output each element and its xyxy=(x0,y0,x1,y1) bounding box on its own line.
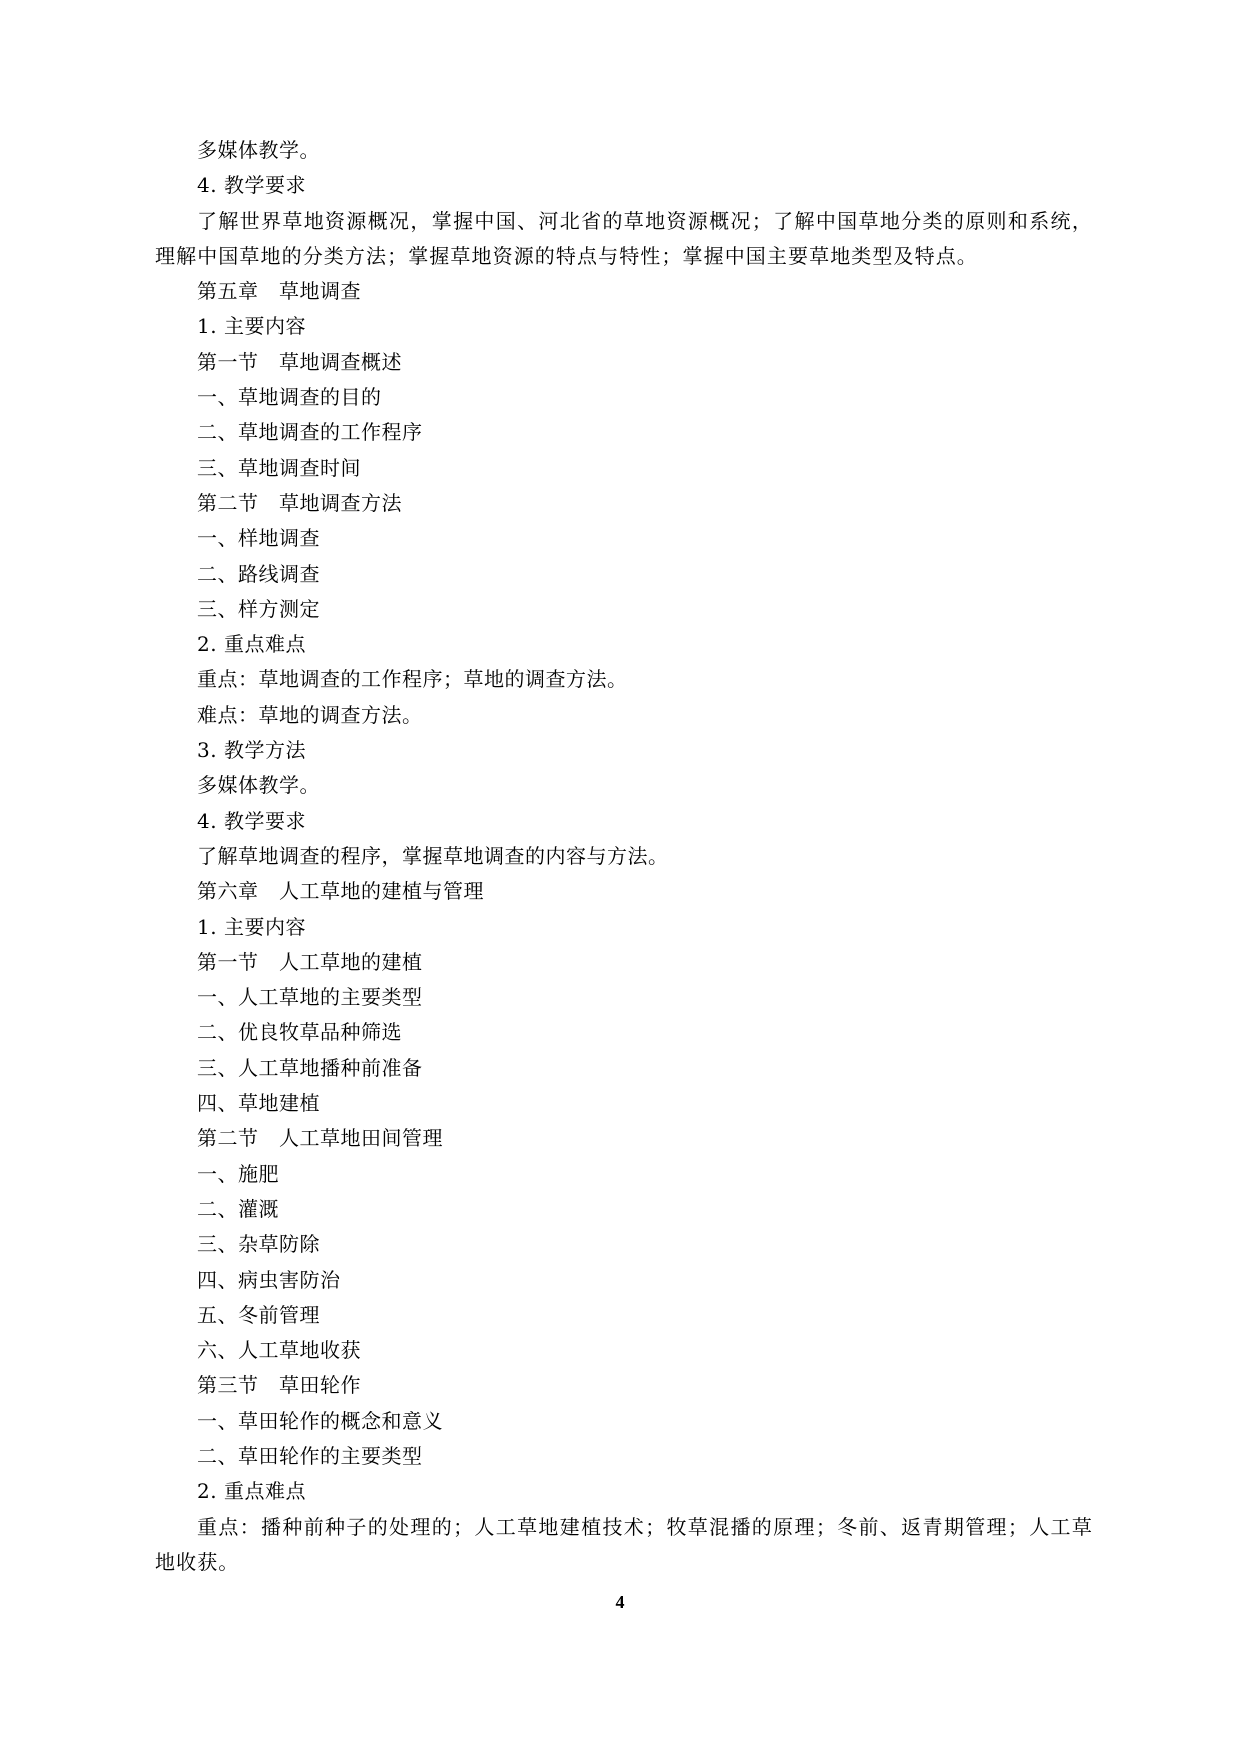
list-item: 三、草地调查时间 xyxy=(197,455,361,480)
list-item: 三、样方测定 xyxy=(197,596,320,621)
list-item: 二、草地调查的工作程序 xyxy=(197,420,423,445)
text-line-key-points: 重点：草地调查的工作程序；草地的调查方法。 xyxy=(197,667,628,692)
document-body xyxy=(155,133,1093,1580)
section-heading-teaching-requirements: 4. 教学要求 xyxy=(197,173,306,198)
text-line: 多媒体教学。 xyxy=(197,773,320,798)
subsection-heading: 第一节 人工草地的建植 xyxy=(197,949,423,974)
list-item: 一、草田轮作的概念和意义 xyxy=(197,1408,443,1433)
section-heading-teaching-requirements: 4. 教学要求 xyxy=(197,808,306,833)
list-item: 一、样地调查 xyxy=(197,526,320,551)
list-item: 二、灌溉 xyxy=(197,1196,279,1221)
section-heading-key-points: 2. 重点难点 xyxy=(197,1479,306,1504)
list-item: 二、草田轮作的主要类型 xyxy=(197,1443,423,1468)
list-item: 四、病虫害防治 xyxy=(197,1267,341,1292)
section-heading-main-content: 1. 主要内容 xyxy=(197,914,306,939)
list-item: 五、冬前管理 xyxy=(197,1302,320,1327)
page-number: 4 xyxy=(615,1592,625,1612)
subsection-heading: 第二节 草地调查方法 xyxy=(197,490,402,515)
paragraph-key-points: 重点：播种前种子的处理的；人工草地建植技术；牧草混播的原理；冬前、返青期管理；人工草地收获。 xyxy=(155,1514,1093,1574)
list-item: 三、杂草防除 xyxy=(197,1232,320,1257)
list-item: 一、施肥 xyxy=(197,1161,279,1186)
chapter-heading-5: 第五章 草地调查 xyxy=(197,279,361,304)
list-item: 一、草地调查的目的 xyxy=(197,385,382,410)
paragraph-teaching-requirements: 了解世界草地资源概况，掌握中国、河北省的草地资源概况；了解中国草地分类的原则和系统，理解中国草地的分类方法；掌握草地资源的特点与特性；掌握中国主要草地类型及特点。 xyxy=(155,208,1093,268)
list-item: 二、优良牧草品种筛选 xyxy=(197,1020,402,1045)
subsection-heading: 第三节 草田轮作 xyxy=(197,1373,361,1398)
list-item: 六、人工草地收获 xyxy=(197,1338,361,1363)
section-heading-teaching-methods: 3. 教学方法 xyxy=(197,738,306,763)
subsection-heading: 第二节 人工草地田间管理 xyxy=(197,1126,443,1151)
chapter-heading-6: 第六章 人工草地的建植与管理 xyxy=(197,879,484,904)
text-line: 了解草地调查的程序，掌握草地调查的内容与方法。 xyxy=(197,843,669,868)
list-item: 三、人工草地播种前准备 xyxy=(197,1055,423,1080)
list-item: 一、人工草地的主要类型 xyxy=(197,985,423,1010)
section-heading-main-content: 1. 主要内容 xyxy=(197,314,306,339)
section-heading-key-points: 2. 重点难点 xyxy=(197,632,306,657)
subsection-heading: 第一节 草地调查概述 xyxy=(197,349,402,374)
text-line: 多媒体教学。 xyxy=(197,138,320,162)
text-line-difficulties: 难点：草地的调查方法。 xyxy=(197,702,423,727)
list-item: 四、草地建植 xyxy=(197,1091,320,1116)
list-item: 二、路线调查 xyxy=(197,561,320,586)
